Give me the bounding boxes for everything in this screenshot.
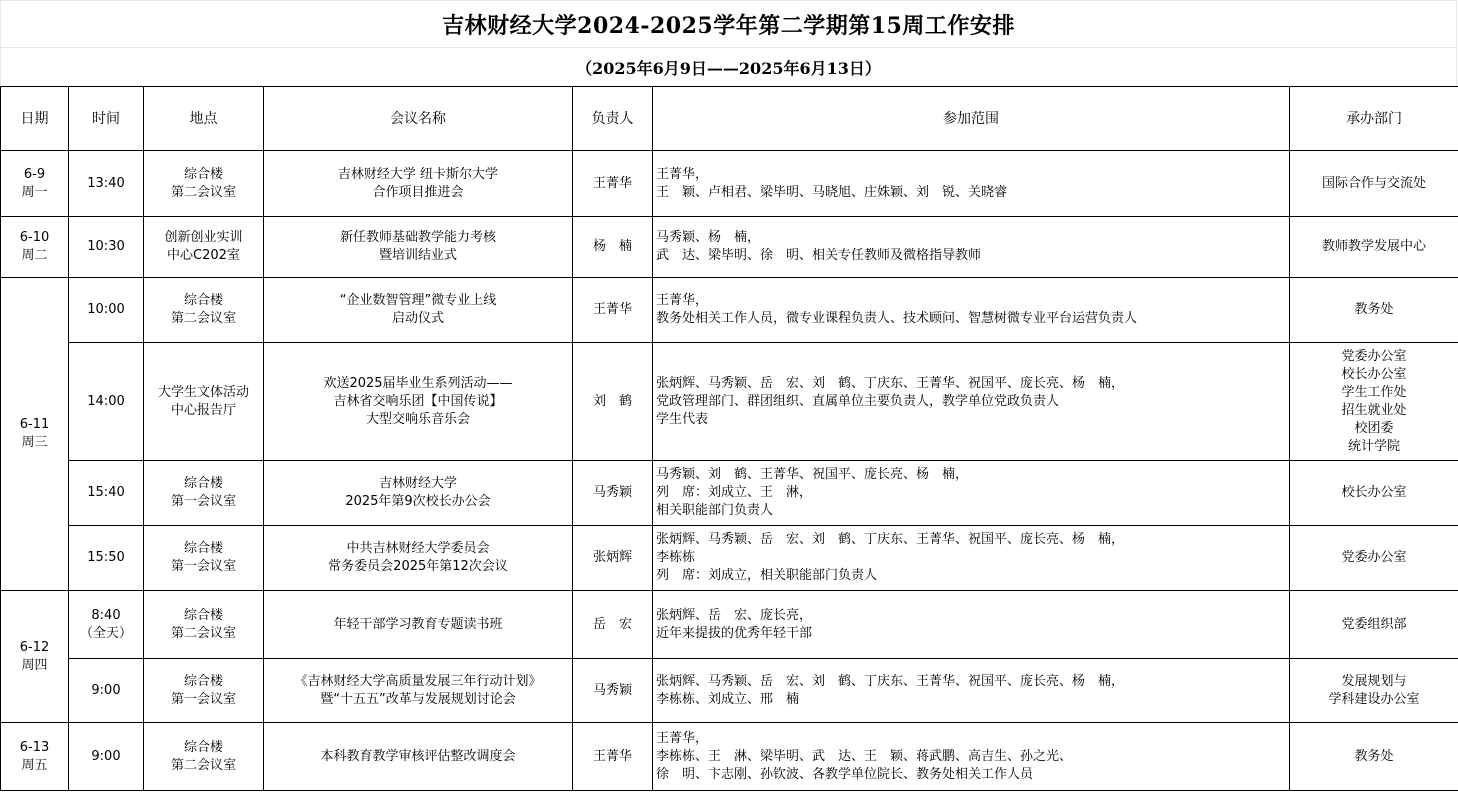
meeting-name-cell <box>264 659 573 723</box>
place-cell-line: 第二会议室 <box>170 625 236 641</box>
meeting-name-cell <box>264 343 573 461</box>
scope-cell-line: 马秀颖、杨 楠， <box>656 230 761 245</box>
place-cell-line: 中心报告厅 <box>170 402 236 418</box>
scope-cell-line: 近年来提拔的优秀年轻干部 <box>656 625 813 641</box>
place-cell <box>144 217 264 278</box>
meeting-name-cell-line: 2025年第9次校长办公会 <box>345 494 491 509</box>
department-cell <box>1290 526 1458 591</box>
department-cell-line: 发展规划与 <box>1341 673 1407 689</box>
scope-cell-line: 教务处相关工作人员，微专业课程负责人、技术顾问、智慧树微专业平台运营负责人 <box>656 311 1138 326</box>
header-scope: 参加范围 <box>653 87 1290 151</box>
meeting-name-cell-line: 吉林财经大学 纽卡斯尔大学 <box>337 166 499 182</box>
header-meeting-name: 会议名称 <box>264 87 573 151</box>
time-cell <box>69 278 144 343</box>
department-cell-line: 教务处 <box>1354 748 1394 764</box>
meeting-name-cell-line: 合作项目推进会 <box>372 184 464 200</box>
table-row <box>1 659 1458 723</box>
meeting-name-cell-line: 常务委员会2025年第12次会议 <box>328 559 508 574</box>
date-cell <box>1 278 69 591</box>
meeting-name-cell-line: 大型交响乐音乐会 <box>365 411 470 427</box>
place-cell-line: 第一会议室 <box>170 559 236 574</box>
meeting-name-cell <box>264 151 573 217</box>
time-cell-line: 10:00 <box>87 302 125 317</box>
scope-cell-line: 王 颖、卢相君、梁毕明、马晓旭、庄姝颖、刘 锐、关晓睿 <box>656 184 1008 200</box>
leader-cell: 杨 楠 <box>573 217 653 278</box>
scope-cell-line: 王菁华， <box>656 166 709 182</box>
department-cell-line: 党委办公室 <box>1341 550 1407 565</box>
department-cell <box>1290 591 1458 659</box>
meeting-name-cell-line: 暨培训结业式 <box>378 248 457 263</box>
time-cell <box>69 723 144 791</box>
time-cell <box>69 659 144 723</box>
department-cell <box>1290 659 1458 723</box>
place-cell-line: 第二会议室 <box>170 184 236 200</box>
table-row <box>1 278 1458 343</box>
date-cell <box>1 723 69 791</box>
date-range-subtitle: （2025年6月9日——2025年6月13日） <box>576 59 881 78</box>
place-cell-line: 第一会议室 <box>170 494 236 509</box>
place-cell <box>144 659 264 723</box>
scope-cell <box>653 151 1290 217</box>
date-cell-line: 周五 <box>21 757 48 773</box>
date-cell <box>1 217 69 278</box>
meeting-name-cell-line: 暨“十五五”改革与发展规划讨论会 <box>320 691 516 707</box>
time-cell-line: 9:00 <box>91 682 121 698</box>
place-cell-line: 综合楼 <box>183 166 223 182</box>
time-cell-line: 13:40 <box>87 175 125 191</box>
header-time: 时间 <box>69 87 144 151</box>
page-title: 吉林财经大学2024-2025学年第二学期第15周工作安排 <box>442 12 1015 39</box>
meeting-name-cell-line: 新任教师基础教学能力考核 <box>339 230 496 245</box>
date-cell-line: 6-10 <box>19 230 50 245</box>
leader-cell: 王菁华 <box>573 723 653 791</box>
place-cell <box>144 461 264 526</box>
table-row <box>1 217 1458 278</box>
department-cell-line: 国际合作与交流处 <box>1321 175 1426 191</box>
time-cell <box>69 591 144 659</box>
department-cell-line: 学科建设办公室 <box>1328 691 1420 707</box>
department-cell-line: 党委办公室 <box>1341 348 1407 364</box>
time-cell-line: 14:00 <box>87 393 125 409</box>
date-cell-line: 6-11 <box>19 417 50 432</box>
scope-cell-line: 党政管理部门、群团组织、直属单位主要负责人，教学单位党政负责人 <box>656 393 1060 409</box>
place-cell-line: 第一会议室 <box>170 691 236 707</box>
table-row <box>1 723 1458 791</box>
place-cell-line: 第二会议室 <box>170 311 236 326</box>
header-place: 地点 <box>144 87 264 151</box>
header-row <box>1 87 1458 151</box>
scope-cell <box>653 659 1290 723</box>
table-row <box>1 526 1458 591</box>
place-cell <box>144 526 264 591</box>
leader-cell: 马秀颖 <box>573 659 653 723</box>
time-cell-line: 9:00 <box>91 748 121 764</box>
header-leader: 负责人 <box>573 87 653 151</box>
place-cell-line: 中心C202室 <box>167 248 240 263</box>
meeting-name-cell <box>264 278 573 343</box>
scope-cell <box>653 217 1290 278</box>
place-cell-line: 大学生文体活动 <box>157 384 249 400</box>
meeting-name-cell <box>264 723 573 791</box>
title-row <box>0 0 1457 48</box>
scope-cell-line: 武 达、梁毕明、徐 明、相关专任教师及微格指导教师 <box>656 248 982 263</box>
department-cell <box>1290 278 1458 343</box>
leader-cell: 刘 鹤 <box>573 343 653 461</box>
date-cell-line: 6-13 <box>19 739 50 755</box>
department-cell-line: 校长办公室 <box>1341 366 1407 382</box>
place-cell <box>144 151 264 217</box>
scope-cell-line: 学生代表 <box>656 411 709 427</box>
department-cell <box>1290 461 1458 526</box>
scope-cell <box>653 591 1290 659</box>
scope-cell-line: 马秀颖、刘 鹤、王菁华、祝国平、庞长亮、杨 楠， <box>656 467 969 482</box>
department-cell <box>1290 151 1458 217</box>
meeting-name-cell-line: 《吉林财经大学高质量发展三年行动计划》 <box>294 673 542 689</box>
department-cell-line: 校长办公室 <box>1341 485 1407 500</box>
scope-cell-line: 李栋栋、王 淋、梁毕明、武 达、王 颖、蒋武鹏、高吉生、孙之光、 <box>656 748 1073 764</box>
department-cell-line: 党委组织部 <box>1341 616 1407 632</box>
department-cell-line: 统计学院 <box>1347 438 1400 454</box>
date-cell <box>1 151 69 217</box>
scope-cell <box>653 461 1290 526</box>
time-cell <box>69 526 144 591</box>
place-cell-line: 综合楼 <box>183 739 223 755</box>
department-cell-line: 学生工作处 <box>1341 384 1407 400</box>
leader-cell: 岳 宏 <box>573 591 653 659</box>
meeting-name-cell-line: 吉林省交响乐团【中国传说】 <box>333 393 503 409</box>
time-cell <box>69 151 144 217</box>
leader-cell: 张炳辉 <box>573 526 653 591</box>
subtitle-row <box>0 48 1457 87</box>
table-row <box>1 591 1458 659</box>
place-cell-line: 综合楼 <box>183 541 223 556</box>
place-cell <box>144 723 264 791</box>
department-cell <box>1290 217 1458 278</box>
department-cell-line: 教务处 <box>1354 302 1394 317</box>
scope-cell-line: 张炳辉、马秀颖、岳 宏、刘 鹤、丁庆东、王菁华、祝国平、庞长亮、杨 楠， <box>656 375 1125 391</box>
scope-cell-line: 相关职能部门负责人 <box>656 503 774 518</box>
scope-cell-line: 李栋栋 <box>656 550 696 565</box>
scope-cell <box>653 526 1290 591</box>
time-cell-line: 15:40 <box>87 485 125 500</box>
scope-cell-line: 张炳辉、马秀颖、岳 宏、刘 鹤、丁庆东、王菁华、祝国平、庞长亮、杨 楠， <box>656 673 1125 689</box>
date-cell-line: 6-9 <box>23 166 46 182</box>
department-cell-line: 校团委 <box>1354 420 1394 436</box>
department-cell-line: 教师教学发展中心 <box>1321 239 1426 254</box>
scope-cell <box>653 278 1290 343</box>
meeting-name-cell <box>264 526 573 591</box>
meeting-name-cell-line: 本科教育教学审核评估整改调度会 <box>320 748 516 764</box>
header-department: 承办部门 <box>1290 87 1458 151</box>
date-cell-line: 6-12 <box>19 639 50 655</box>
time-cell-line: 10:30 <box>87 239 125 254</box>
meeting-name-cell <box>264 217 573 278</box>
place-cell <box>144 343 264 461</box>
date-cell-line: 周一 <box>21 184 48 200</box>
date-cell-line: 周四 <box>21 657 48 673</box>
scope-cell <box>653 343 1290 461</box>
table-row <box>1 343 1458 461</box>
meeting-name-cell-line: 中共吉林财经大学委员会 <box>346 541 490 556</box>
meeting-name-cell-line: “企业数智管理”微专业上线 <box>339 293 497 308</box>
department-cell-line: 招生就业处 <box>1341 402 1407 418</box>
schedule-table <box>0 86 1458 791</box>
time-cell-line: 15:50 <box>87 550 125 565</box>
scope-cell-line: 列 席：刘成立、王 淋， <box>656 485 813 500</box>
leader-cell: 王菁华 <box>573 151 653 217</box>
meeting-name-cell <box>264 591 573 659</box>
schedule-body <box>1 87 1458 791</box>
leader-cell: 马秀颖 <box>573 461 653 526</box>
scope-cell-line: 王菁华， <box>656 730 709 746</box>
place-cell-line: 综合楼 <box>183 293 223 308</box>
scope-cell-line: 张炳辉、岳 宏、庞长亮， <box>656 607 813 623</box>
date-cell-line: 周二 <box>21 248 48 263</box>
scope-cell-line: 张炳辉、马秀颖、岳 宏、刘 鹤、丁庆东、王菁华、祝国平、庞长亮、杨 楠， <box>656 532 1125 547</box>
place-cell-line: 创新创业实训 <box>164 230 243 245</box>
date-cell-line: 周三 <box>21 435 48 450</box>
scope-cell <box>653 723 1290 791</box>
place-cell <box>144 278 264 343</box>
scope-cell-line: 列 席：刘成立，相关职能部门负责人 <box>656 568 878 583</box>
meeting-name-cell-line: 年轻干部学习教育专题读书班 <box>333 616 503 632</box>
meeting-name-cell-line: 启动仪式 <box>391 311 444 326</box>
time-cell-line: （全天） <box>79 625 132 641</box>
place-cell-line: 综合楼 <box>183 607 223 623</box>
place-cell-line: 综合楼 <box>183 673 223 689</box>
department-cell <box>1290 343 1458 461</box>
place-cell <box>144 591 264 659</box>
place-cell-line: 综合楼 <box>183 476 223 491</box>
date-cell <box>1 591 69 723</box>
meeting-name-cell-line: 欢送2025届毕业生系列活动—— <box>323 375 513 391</box>
leader-cell: 王菁华 <box>573 278 653 343</box>
header-date: 日期 <box>1 87 69 151</box>
time-cell <box>69 343 144 461</box>
meeting-name-cell-line: 吉林财经大学 <box>378 476 457 491</box>
table-row <box>1 151 1458 217</box>
time-cell <box>69 461 144 526</box>
place-cell-line: 第二会议室 <box>170 757 236 773</box>
scope-cell-line: 王菁华， <box>656 293 709 308</box>
scope-cell-line: 李栋栋、刘成立、邢 楠 <box>656 691 800 707</box>
meeting-name-cell <box>264 461 573 526</box>
time-cell <box>69 217 144 278</box>
time-cell-line: 8:40 <box>91 607 121 623</box>
table-row <box>1 461 1458 526</box>
scope-cell-line: 徐 明、卞志刚、孙钦波、各教学单位院长、教务处相关工作人员 <box>656 766 1034 782</box>
department-cell <box>1290 723 1458 791</box>
